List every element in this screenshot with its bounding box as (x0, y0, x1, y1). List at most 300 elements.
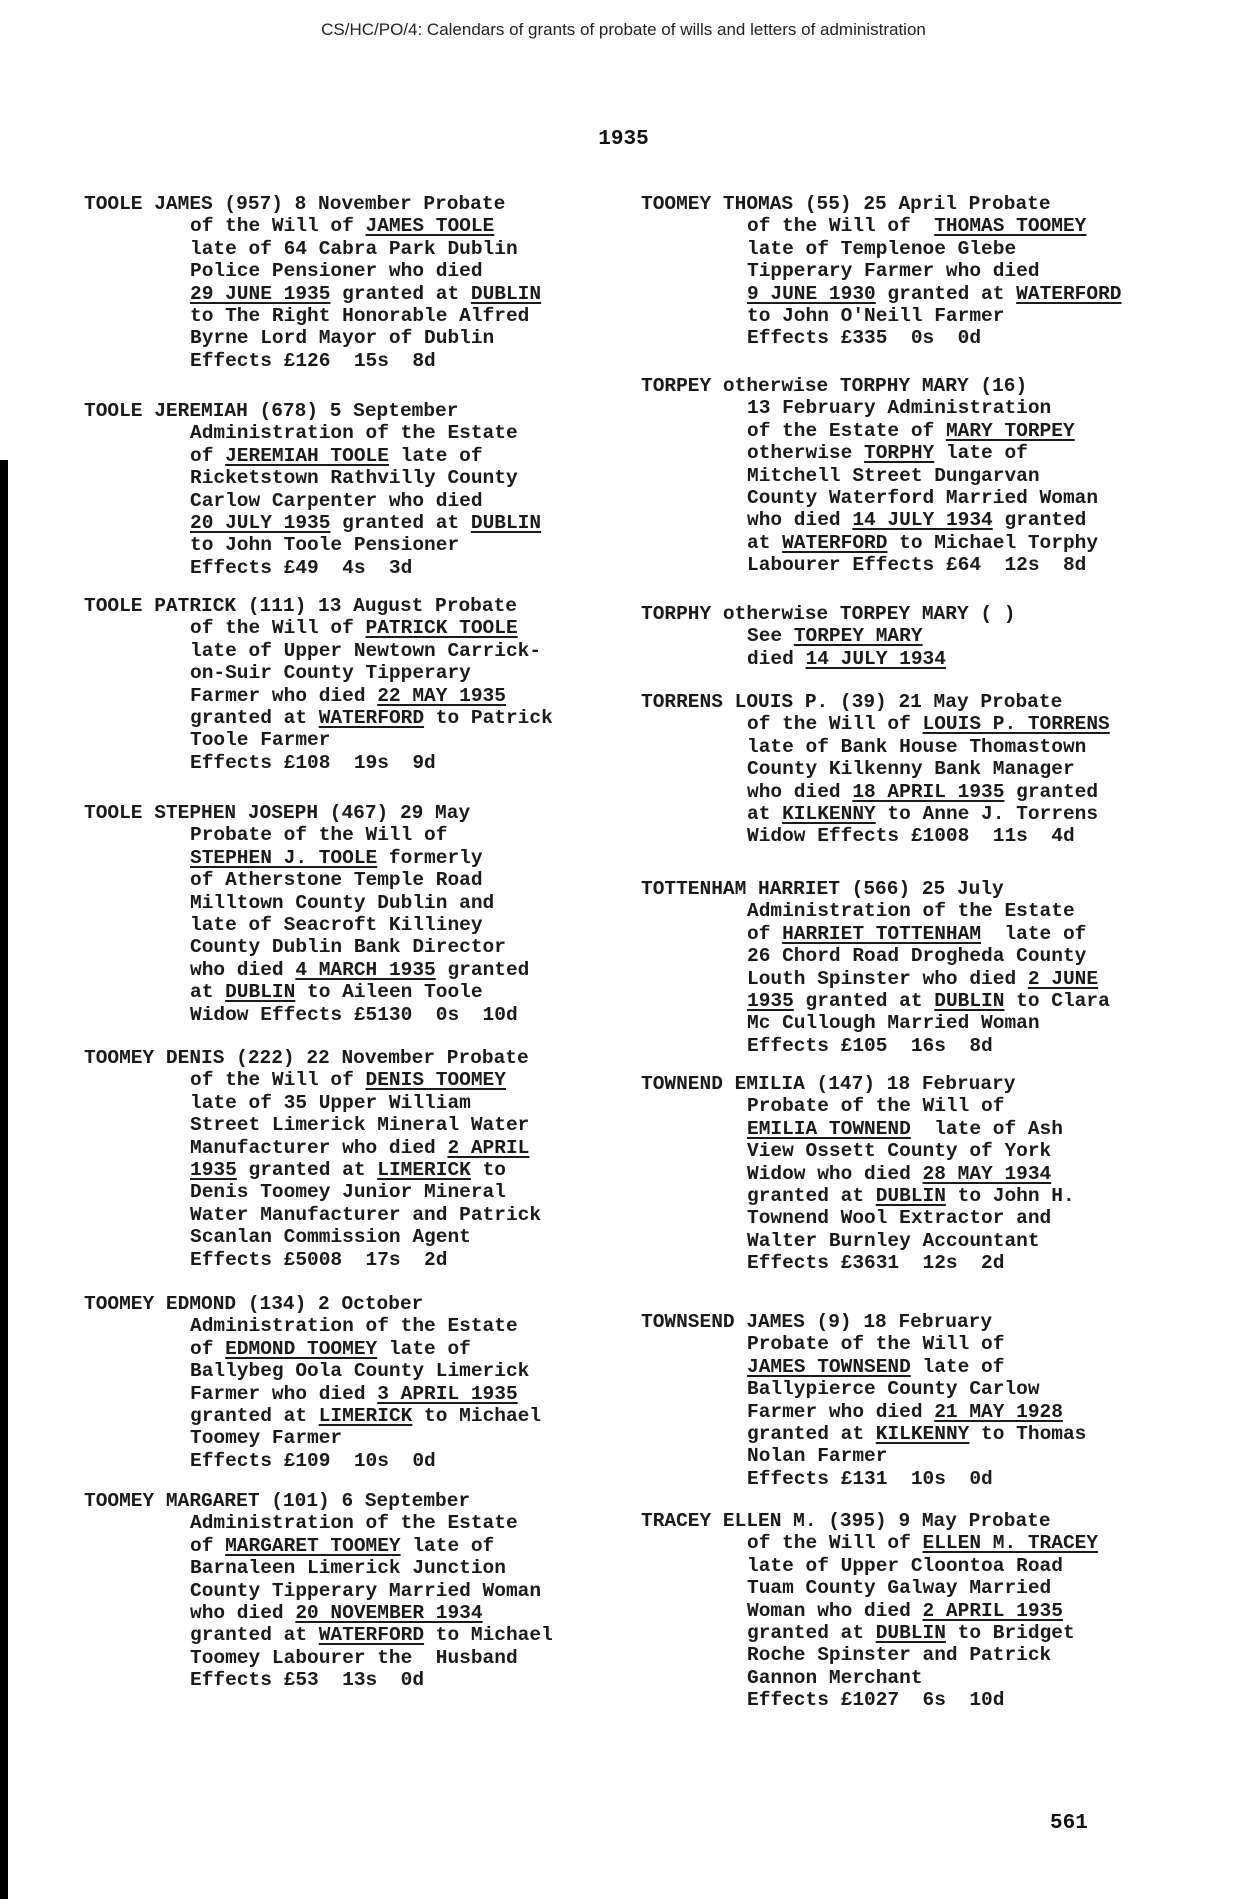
entry-text-line (84, 1512, 644, 1534)
underlined-text: MARGARET TOOMEY (225, 1534, 401, 1557)
underlined-text: EMILIA TOWNEND (747, 1117, 911, 1140)
entry-text-line (84, 685, 644, 707)
entry-text-line (641, 803, 1201, 825)
entry-text-line (84, 1226, 644, 1248)
probate-entry (641, 1073, 1201, 1275)
underlined-text: LOUIS P. TORRENS (922, 713, 1110, 736)
entry-text: who died (190, 1601, 296, 1624)
underlined-text: LIMERICK (377, 1158, 471, 1181)
entry-text: TOOLE JAMES (957) 8 November Probate (84, 193, 506, 215)
entry-text: to John H. (945, 1184, 1075, 1207)
entry-text: TORPEY otherwise TORPHY MARY (16) (641, 375, 1028, 397)
entry-text: of the Estate of (747, 419, 946, 442)
entry-text-line (641, 509, 1201, 531)
entry-text: Carlow Carpenter who died (190, 489, 483, 512)
entry-text-line (84, 1249, 644, 1271)
entry-text-line (84, 445, 644, 467)
entry-text-line (84, 981, 644, 1003)
entry-text-line (84, 707, 644, 729)
underlined-text: 14 JULY 1934 (852, 509, 993, 532)
probate-entry (641, 691, 1201, 848)
entry-text-line (641, 1689, 1201, 1711)
entry-text: Ricketstown Rathvilly County (190, 467, 518, 490)
entry-text-line (641, 1600, 1201, 1622)
entry-text: Effects £108 19s 9d (190, 751, 436, 774)
entry-text: Effects £3631 12s 2d (747, 1252, 1005, 1275)
entry-text: TOTTENHAM HARRIET (566) 25 July (641, 878, 1004, 900)
entry-text-line (641, 1445, 1201, 1467)
entry-text-line (641, 1185, 1201, 1207)
entry-text-line (84, 1383, 644, 1405)
entry-text: to Clara (1004, 989, 1110, 1012)
underlined-text: DUBLIN (934, 989, 1005, 1012)
entry-text: of the Will of (747, 1532, 923, 1555)
underlined-text: DUBLIN (875, 1184, 946, 1207)
entry-text: Widow Effects £5130 0s 10d (190, 1003, 518, 1026)
entry-text: TORPHY otherwise TORPEY MARY ( ) (641, 603, 1016, 625)
entry-text: TOOMEY THOMAS (55) 25 April Probate (641, 193, 1051, 215)
entry-text: late of Seacroft Killiney (190, 913, 483, 936)
entry-text-line (84, 1427, 644, 1449)
entry-text-line (84, 729, 644, 751)
entry-text-line (641, 1035, 1201, 1057)
entry-text-line (84, 1092, 644, 1114)
entry-text: to Anne J. Torrens (875, 802, 1099, 825)
entry-text: Effects £126 15s 8d (190, 349, 436, 372)
entry-text: late of Templenoe Glebe (747, 237, 1017, 260)
underlined-text: KILKENNY (875, 1422, 970, 1445)
entry-text-line (641, 1095, 1201, 1117)
entry-text-line (641, 554, 1201, 576)
entry-text-line (84, 350, 644, 372)
underlined-text: TORPEY MARY (793, 625, 923, 648)
entry-text: to The Right Honorable Alfred (190, 304, 530, 327)
probate-entry (641, 1311, 1201, 1490)
entry-text: Farmer who died (747, 1400, 935, 1423)
entry-heading-line (84, 595, 644, 617)
underlined-text: DENIS TOOMEY (365, 1069, 506, 1092)
entry-text: of the Will of (190, 617, 366, 640)
entry-text: who died (747, 509, 853, 532)
entry-heading-line (641, 375, 1201, 397)
entry-text: to John Toole Pensioner (190, 534, 460, 557)
probate-entry (84, 193, 644, 372)
probate-entry (641, 603, 1201, 670)
entry-text-line (641, 1333, 1201, 1355)
entry-text: granted at (747, 1184, 876, 1207)
entry-text: late of Upper Cloontoa Road (747, 1554, 1063, 1577)
entry-text-line (641, 736, 1201, 758)
entry-text: Walter Burnley Accountant (747, 1229, 1040, 1252)
entry-text-line (84, 1624, 644, 1646)
entry-text: TOOMEY MARGARET (101) 6 September (84, 1490, 471, 1512)
entry-text: granted at (747, 1621, 876, 1644)
probate-entry (641, 878, 1201, 1057)
underlined-text: 2 APRIL (447, 1136, 530, 1159)
underlined-text: JAMES TOOLE (365, 215, 495, 238)
entry-text-line (641, 1555, 1201, 1577)
entry-text: granted at (793, 989, 935, 1012)
calendar-year: 1935 (598, 128, 649, 151)
entry-text-line (84, 422, 644, 444)
entry-text-line (641, 1252, 1201, 1274)
entry-text-line (84, 1580, 644, 1602)
entry-text: Ballybeg Oola County Limerick (190, 1360, 530, 1383)
entry-text-line (84, 1360, 644, 1382)
entry-text: Widow who died (747, 1162, 923, 1185)
underlined-text: 1935 (190, 1158, 237, 1181)
entry-text-line (84, 662, 644, 684)
entry-text: Woman who died (747, 1599, 923, 1622)
entry-text-line (641, 1230, 1201, 1252)
entry-text: Police Pensioner who died (190, 260, 483, 283)
entry-text-line (84, 959, 644, 981)
entry-text: Probate of the Will of (190, 824, 448, 847)
entry-text: late of (910, 1355, 1005, 1378)
entry-text: Nolan Farmer (747, 1445, 888, 1468)
entry-text: Denis Toomey Junior Mineral (190, 1181, 506, 1204)
entry-text-line (84, 914, 644, 936)
probate-entry (84, 1490, 644, 1692)
entry-text: granted at (190, 706, 319, 729)
entry-text-line (84, 824, 644, 846)
entry-text: Labourer Effects £64 12s 8d (747, 554, 1087, 577)
entry-text: TOWNSEND JAMES (9) 18 February (641, 1311, 993, 1333)
underlined-text: PATRICK TOOLE (365, 617, 518, 640)
underlined-text: 14 JULY 1934 (805, 647, 946, 670)
probate-entry (84, 1293, 644, 1472)
entry-text: late of (981, 922, 1087, 945)
probate-entry (84, 595, 644, 774)
entry-text: late of Upper Newtown Carrick- (190, 639, 542, 662)
entry-text: Effects £49 4s 3d (190, 556, 413, 579)
entry-text: of (190, 1534, 226, 1557)
underlined-text: DUBLIN (225, 981, 296, 1004)
entry-text: Toomey Labourer the Husband (190, 1646, 518, 1669)
entry-text-line (84, 1114, 644, 1136)
entry-text-line (84, 557, 644, 579)
entry-text-line (84, 617, 644, 639)
entry-text-line (641, 532, 1201, 554)
entry-text: Effects £105 16s 8d (747, 1034, 993, 1057)
entry-text: to (470, 1158, 506, 1181)
entry-text: TRACEY ELLEN M. (395) 9 May Probate (641, 1510, 1051, 1532)
entry-text-line (641, 968, 1201, 990)
entry-text: late of 35 Upper William (190, 1091, 471, 1114)
entry-heading-line (641, 1510, 1201, 1532)
entry-text: TOOLE PATRICK (111) 13 August Probate (84, 595, 517, 617)
entry-text: late of 64 Cabra Park Dublin (190, 237, 518, 260)
entry-text-line (641, 327, 1201, 349)
entry-text: late of Ash (910, 1117, 1063, 1140)
entry-text: Widow Effects £1008 11s 4d (747, 825, 1075, 848)
entry-text: Effects £335 0s 0d (747, 327, 982, 350)
entry-text: at (747, 531, 783, 554)
entry-text-line (641, 238, 1201, 260)
entry-text: Scanlan Commission Agent (190, 1226, 471, 1249)
entry-text-line (84, 1535, 644, 1557)
entry-text-line (641, 442, 1201, 464)
entry-text-line (641, 1423, 1201, 1445)
entry-text-line (641, 487, 1201, 509)
entry-text: Effects £53 13s 0d (190, 1669, 425, 1692)
entry-text-line (84, 752, 644, 774)
underlined-text: 2 APRIL 1935 (922, 1599, 1063, 1622)
entry-text-line (641, 305, 1201, 327)
entry-text: Roche Spinster and Patrick (747, 1644, 1052, 1667)
underlined-text: DUBLIN (875, 1621, 946, 1644)
underlined-text: 9 JUNE 1930 (747, 282, 876, 305)
entry-text-line (641, 625, 1201, 647)
entry-text: Byrne Lord Mayor of Dublin (190, 327, 495, 350)
entry-text: TOOMEY EDMOND (134) 2 October (84, 1293, 424, 1315)
entry-heading-line (641, 691, 1201, 713)
entry-text-line (641, 1622, 1201, 1644)
entry-text: Effects £1027 6s 10d (747, 1689, 1005, 1712)
underlined-text: 28 MAY 1934 (922, 1162, 1052, 1185)
entry-text: granted at (330, 511, 471, 534)
entry-text-line (84, 1338, 644, 1360)
entry-text: of (190, 1337, 226, 1360)
entry-text: Probate of the Will of (747, 1095, 1005, 1118)
entry-text: granted at (330, 282, 471, 305)
entry-text-line (641, 283, 1201, 305)
entry-text: granted at (747, 1422, 876, 1445)
entry-text-line (84, 1450, 644, 1472)
entry-text-line (641, 758, 1201, 780)
entry-text-line (84, 260, 644, 282)
entry-text-line (84, 1159, 644, 1181)
entry-text-line (84, 467, 644, 489)
entry-text: County Waterford Married Woman (747, 486, 1099, 509)
entry-text: granted at (190, 1404, 319, 1427)
entry-heading-line (641, 1073, 1201, 1095)
entry-heading-line (84, 1293, 644, 1315)
entry-text: to Michael Torphy (887, 531, 1099, 554)
entry-heading-line (641, 878, 1201, 900)
entry-text: Administration of the Estate (190, 422, 518, 445)
entry-text: died (747, 647, 806, 670)
entry-text: 13 February Administration (747, 397, 1052, 420)
entry-text: at (190, 981, 226, 1004)
entry-text-line (84, 1647, 644, 1669)
entry-heading-line (641, 193, 1201, 215)
entry-text: TOOMEY DENIS (222) 22 November Probate (84, 1047, 529, 1069)
entry-heading-line (84, 1047, 644, 1069)
entry-text: Administration of the Estate (747, 900, 1075, 923)
entry-text: granted (1004, 780, 1099, 803)
entry-text-line (84, 1069, 644, 1091)
entry-text-line (641, 923, 1201, 945)
underlined-text: 3 APRIL 1935 (377, 1382, 518, 1405)
entry-text-line (641, 1012, 1201, 1034)
entry-text-line (84, 1137, 644, 1159)
entry-text: Water Manufacturer and Patrick (190, 1203, 542, 1226)
entry-text: Milltown County Dublin and (190, 891, 495, 914)
underlined-text: 29 JUNE 1935 (190, 282, 331, 305)
entry-text-line (641, 1468, 1201, 1490)
underlined-text: JAMES TOWNSEND (747, 1355, 911, 1378)
entry-text-line (84, 1004, 644, 1026)
entry-text-line (641, 900, 1201, 922)
entry-text: Mitchell Street Dungarvan (747, 464, 1040, 487)
entry-text-line (84, 215, 644, 237)
entry-text: formerly (377, 846, 483, 869)
entry-text-line (84, 327, 644, 349)
entry-text-line (641, 1644, 1201, 1666)
underlined-text: 4 MARCH 1935 (295, 958, 436, 981)
entry-text: of Atherstone Temple Road (190, 869, 483, 892)
entry-text: TORRENS LOUIS P. (39) 21 May Probate (641, 691, 1063, 713)
entry-text-line (84, 1204, 644, 1226)
entry-text-line (641, 945, 1201, 967)
entry-text: See (747, 625, 794, 648)
underlined-text: 21 MAY 1928 (934, 1400, 1063, 1423)
entry-text: late of (377, 1337, 471, 1360)
underlined-text: JEREMIAH TOOLE (225, 444, 389, 467)
entry-text: 26 Chord Road Drogheda County (747, 945, 1087, 968)
entry-text: Barnaleen Limerick Junction (190, 1557, 506, 1580)
entry-text-line (641, 990, 1201, 1012)
entry-text-line (641, 465, 1201, 487)
entry-text: County Dublin Bank Director (190, 936, 506, 959)
entry-text: View Ossett County of York (747, 1140, 1052, 1163)
entry-text: granted (435, 958, 530, 981)
entry-text-line (641, 825, 1201, 847)
entry-text: Tuam County Galway Married (747, 1577, 1052, 1600)
underlined-text: 20 NOVEMBER 1934 (295, 1601, 483, 1624)
entry-text-line (84, 1181, 644, 1203)
underlined-text: 1935 (747, 989, 794, 1012)
underlined-text: WATERFORD (1016, 282, 1122, 305)
entry-text-line (641, 1667, 1201, 1689)
entry-text-line (641, 1378, 1201, 1400)
entry-text-line (84, 238, 644, 260)
entry-text-line (641, 215, 1201, 237)
underlined-text: DUBLIN (470, 511, 542, 534)
entry-text: of (747, 922, 783, 945)
probate-entry (84, 400, 644, 579)
entry-text: Louth Spinster who died (747, 967, 1028, 990)
probate-entry (84, 802, 644, 1026)
entry-text-line (84, 1602, 644, 1624)
entry-text-line (84, 869, 644, 891)
entry-text: TOWNEND EMILIA (147) 18 February (641, 1073, 1016, 1095)
entry-heading-line (641, 1311, 1201, 1333)
entry-text-line (84, 892, 644, 914)
entry-text-line (641, 648, 1201, 670)
underlined-text: EDMOND TOOMEY (225, 1337, 378, 1360)
entry-text: Street Limerick Mineral Water (190, 1114, 530, 1137)
entry-text: of (190, 444, 226, 467)
entry-text-line (641, 420, 1201, 442)
entry-text: granted (992, 509, 1087, 532)
entry-text: to Bridget (945, 1621, 1075, 1644)
underlined-text: 20 JULY 1935 (190, 511, 331, 534)
entry-text: County Tipperary Married Woman (190, 1579, 542, 1602)
page-number: 561 (1050, 1812, 1088, 1835)
entry-text: Effects £109 10s 0d (190, 1449, 436, 1472)
entry-text-line (641, 1532, 1201, 1554)
entry-text-line (84, 847, 644, 869)
underlined-text: HARRIET TOTTENHAM (782, 922, 982, 945)
entry-text: Manufacturer who died (190, 1136, 448, 1159)
entry-text-line (84, 283, 644, 305)
underlined-text: WATERFORD (318, 706, 425, 729)
entry-heading-line (84, 802, 644, 824)
scan-edge-bar (0, 460, 8, 1899)
entry-text-line (641, 1207, 1201, 1229)
entry-text: to Thomas (969, 1422, 1087, 1445)
entry-text: Farmer who died (190, 1382, 378, 1405)
entry-text: Townend Wool Extractor and (747, 1207, 1052, 1230)
entry-text-line (641, 1401, 1201, 1423)
entry-text: Toole Farmer (190, 729, 331, 752)
entry-text: who died (190, 958, 296, 981)
entry-text-line (84, 534, 644, 556)
entry-text: Effects £131 10s 0d (747, 1467, 993, 1490)
entry-heading-line (641, 603, 1201, 625)
entry-text-line (641, 1163, 1201, 1185)
entry-text: Effects £5008 17s 2d (190, 1248, 448, 1271)
underlined-text: WATERFORD (782, 531, 888, 554)
entry-text: Probate of the Will of (747, 1333, 1005, 1356)
entry-text-line (84, 512, 644, 534)
underlined-text: THOMAS TOOMEY (934, 215, 1087, 238)
entry-text-line (84, 640, 644, 662)
entry-text: to Patrick (424, 706, 553, 729)
entry-text: to Michael (412, 1404, 542, 1427)
entry-text-line (641, 1118, 1201, 1140)
entry-text-line (84, 936, 644, 958)
entry-text: of the Will of (190, 1069, 366, 1092)
underlined-text: KILKENNY (782, 802, 876, 825)
entry-heading-line (84, 1490, 644, 1512)
probate-entry (641, 193, 1201, 350)
document-header: CS/HC/PO/4: Calendars of grants of probate of wills and letters of administration (321, 20, 926, 39)
entry-text: at (747, 802, 783, 825)
underlined-text: ELLEN M. TRACEY (922, 1532, 1099, 1555)
underlined-text: 18 APRIL 1935 (852, 780, 1005, 803)
entry-text: late of (400, 1534, 495, 1557)
probate-entry (84, 1047, 644, 1271)
entry-text: of the Will of (190, 215, 366, 238)
underlined-text: 2 JUNE (1027, 967, 1099, 990)
underlined-text: TORPHY (864, 442, 935, 465)
underlined-text: MARY TORPEY (945, 419, 1075, 442)
entry-text: TOOLE JEREMIAH (678) 5 September (84, 400, 459, 422)
entry-text: granted at (190, 1624, 319, 1647)
entry-text: late of Bank House Thomastown (747, 735, 1087, 758)
entry-text-line (641, 781, 1201, 803)
entry-text: otherwise (747, 442, 865, 465)
entry-text-line (84, 490, 644, 512)
entry-text-line (84, 305, 644, 327)
entry-heading-line (84, 193, 644, 215)
entry-text-line (641, 397, 1201, 419)
entry-text: Mc Cullough Married Woman (747, 1012, 1040, 1035)
underlined-text: LIMERICK (318, 1404, 413, 1427)
entry-text-line (641, 713, 1201, 735)
entry-text-line (84, 1405, 644, 1427)
entry-text: Farmer who died (190, 684, 378, 707)
underlined-text: STEPHEN J. TOOLE (190, 846, 378, 869)
entry-text: to Michael (424, 1624, 553, 1647)
entry-text: TOOLE STEPHEN JOSEPH (467) 29 May (84, 802, 471, 824)
entry-text: of the Will of (747, 215, 935, 238)
entry-text-line (641, 260, 1201, 282)
entry-text: Administration of the Estate (190, 1315, 518, 1338)
